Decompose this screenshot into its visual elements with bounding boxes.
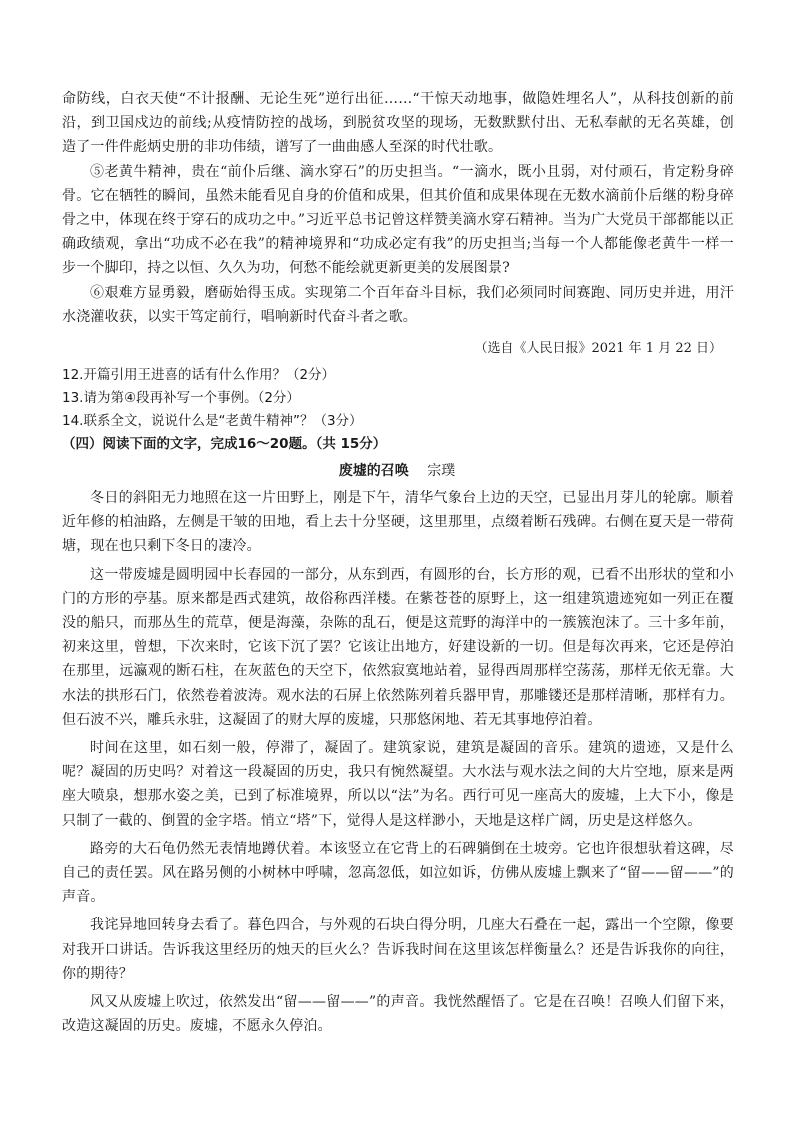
paragraph-4-continued: 命防线，白衣天使“不计报酬、无论生死”逆行出征……“干惊天动地事，做隐姓埋名人”，从科技创新的前沿，到卫国戍边的前线;从疫情防控的战场，到脱贫攻坚的现场，无数默默付出、无私奉献的无名英雄，创造了一件件彪炳史册的非功伟绩，谱写了一曲曲感人至深的时代壮歌。 <box>62 91 734 156</box>
story-paragraph-1: 冬日的斜阳无力地照在这一片田野上，刚是下午，清华气象台上边的天空，已显出月芽儿的轮廓。顺着近年修的柏油路，左侧是干皱的田地，看上去十分坚硬，这里那里，点缀着断石残碑。右侧在夏天是一带荷塘，现在也只剩下冬日的凄冷。 <box>62 490 734 555</box>
question-14: 14.联系全文，说说什么是“老黄牛精神”？（3分） <box>62 413 363 429</box>
story-paragraph-4: 路旁的大石龟仍然无表情地蹲伏着。本该竖立在它背上的石碑躺倒在土坡旁。它也许很想驮着这碑，尽自己的责任罢。风在路另侧的小树林中呼啸，忽高忽低，如泣如诉，仿佛从废墟上飘来了“留——留——”的声音。 <box>62 840 734 906</box>
article-author: 宗璞 <box>427 463 456 479</box>
passage-continued <box>62 87 734 329</box>
story-paragraph-5: 我诧异地回转身去看了。暮色四合，与外观的石块白得分明，几座大石叠在一起，露出一个空隙，像要对我开口讲话。告诉我这里经历的烛天的巨火么？告诉我时间在这里该怎样衡量么？还是告诉我你的向往，你的期待？ <box>62 917 734 982</box>
question-list <box>62 364 742 433</box>
paragraph-6: ⑥艰难方显勇毅，磨砺始得玉成。实现第二个百年奋斗目标，我们必须同时间赛跑、同历史并进，用汗水浇灌收获，以实干笃定前行，唱响新时代奋斗者之歌。 <box>62 284 734 325</box>
article-title: 废墟的召唤 <box>338 463 409 479</box>
paragraph-5: ⑤老黄牛精神，贵在“前仆后继、滴水穿石”的历史担当。“一滴水，既小且弱，对付顽石，肯定粉身碎骨。它在牺牲的瞬间，虽然未能看见自身的价值和成果，但其价值和成果体现在无数水滴前仆后继的粉身碎骨之中，体现在终于穿石的成功之中。”习近平总书记曾这样赞美滴水穿石精神。当为广大党员干部都能以正确政绩观，拿出“功成不必在我”的精神境界和“功成必定有我”的历史担当;当每一个人都能像老黄牛一样一步一个脚印，持之以恒、久久为功，何愁不能绘就更新更美的发展图景? <box>62 163 734 277</box>
story-paragraph-6: 风又从废墟上吹过，依然发出“留——留——”的声音。我恍然醒悟了。它是在召唤！召唤人们留下来，改造这凝固的历史。废墟，不愿永久停泊。 <box>62 994 734 1035</box>
section-heading: （四）阅读下面的文字，完成16～20题。（共 15分） <box>62 436 387 452</box>
story-paragraph-3: 时间在这里，如石刻一般，停滞了，凝固了。建筑家说，建筑是凝固的音乐。建筑的遗迹，又是什么呢？凝固的历史吗？对着这一段凝固的历史，我只有惋然凝望。大水法与观水法之间的大片空地，原来是两座大喷泉，想那水姿之美，已到了标准境界，所以以“法”为名。西行可见一座高大的废墟，上大下小，像是只制了一截的、倒置的金字塔。悄立“塔”下，觉得人是这样渺小，天地是这样广阔，历史是这样悠久。 <box>62 740 734 829</box>
question-12: 12.开篇引用王进喜的话有什么作用？（2分） <box>62 367 336 383</box>
question-13: 13.请为第④段再补写一个事例。（2分） <box>62 390 300 406</box>
source-citation: （选自《人民日报》2021 年 1 月 22 日） <box>474 341 722 356</box>
article-title-row <box>0 460 794 482</box>
story-paragraph-2: 这一带废墟是圆明园中长春园的一部分，从东到西，有圆形的台，长方形的观，已看不出形状的堂和小门的方形的亭基。原来都是西式建筑，故俗称西洋楼。在紫苍苍的原野上，这一组建筑遗迹宛如一列正在覆没的船只，而那丛生的荒草，便是海藻，杂陈的乱石，便是这荒野的海洋中的一簇簇泡沫了。三十多年前，初来这里，曾想，下次来时，它该下沉了罢？它该让出地方，好建设新的一切。但是每次再来，它还是停泊在那里，远瀛观的断石柱，在灰蓝色的天空下，依然寂寞地站着，显得西周那样空荡荡，那样无依无靠。大水法的拱形石门，依然卷着波涛。观水法的石屏上依然陈列着兵器甲胄，那雕镂还是那样清晰，那样有力。但石波不兴，雕兵永驻，这凝固了的财大厚的废墟，只那悠闲地、若无其事地停泊着。 <box>62 566 734 728</box>
article-body <box>62 486 734 1042</box>
